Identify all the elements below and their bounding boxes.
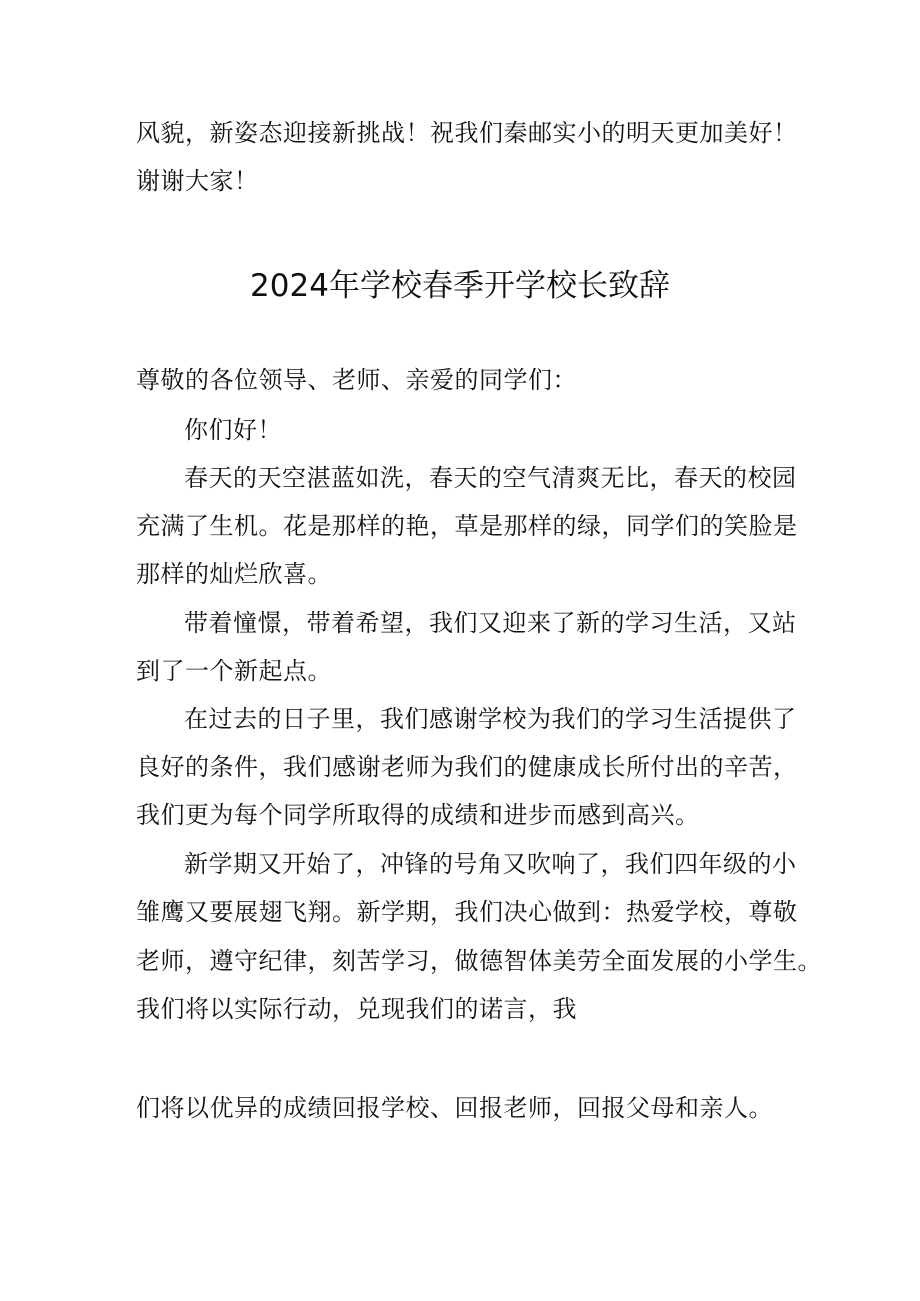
salutation: 尊敬的各位领导、老师、亲爱的同学们： bbox=[136, 366, 577, 394]
paragraph-line: 充满了生机。花是那样的艳，草是那样的绿，同学们的笑脸是 bbox=[136, 512, 798, 540]
paragraph-line: 那样的灿烂欣喜。 bbox=[136, 560, 332, 588]
paragraph-line: 良好的条件，我们感谢老师为我们的健康成长所付出的辛苦， bbox=[136, 753, 798, 781]
paragraph-line: 雏鹰又要展翅飞翔。新学期，我们决心做到：热爱学校，尊敬 bbox=[136, 898, 798, 926]
paragraph-line: 我们更为每个同学所取得的成绩和进步而感到高兴。 bbox=[136, 801, 700, 829]
paragraph-line: 带着憧憬，带着希望，我们又迎来了新的学习生活，又站 bbox=[184, 609, 797, 637]
greeting: 你们好！ bbox=[184, 416, 282, 444]
paragraph-line: 我们将以实际行动，兑现我们的诺言，我 bbox=[136, 995, 577, 1023]
paragraph-line: 春天的天空湛蓝如洗，春天的空气清爽无比，春天的校园 bbox=[184, 464, 797, 492]
paragraph-line: 到了一个新起点。 bbox=[136, 657, 332, 685]
paragraph-line: 在过去的日子里，我们感谢学校为我们的学习生活提供了 bbox=[184, 705, 797, 733]
text-line: 风貌，新姿态迎接新挑战！祝我们秦邮实小的明天更加美好！ bbox=[136, 119, 798, 147]
paragraph-line: 老师，遵守纪律，刻苦学习，做德智体美劳全面发展的小学生。 bbox=[136, 947, 822, 975]
paragraph-line: 新学期又开始了，冲锋的号角又吹响了，我们四年级的小 bbox=[184, 850, 797, 878]
document-title: 2024年学校春季开学校长致辞 bbox=[250, 268, 670, 304]
text-line: 谢谢大家！ bbox=[136, 167, 259, 195]
paragraph-line: 们将以优异的成绩回报学校、回报老师，回报父母和亲人。 bbox=[136, 1094, 773, 1122]
